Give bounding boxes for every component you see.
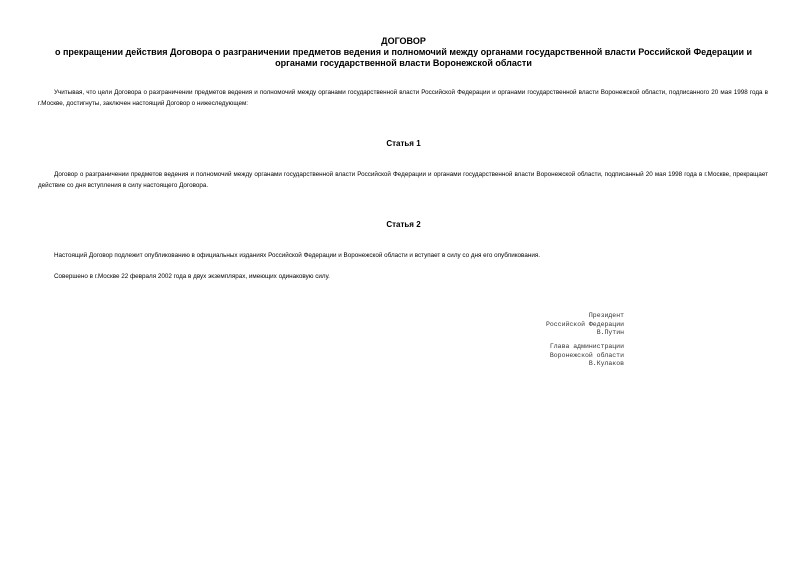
subtitle-line-1: о прекращении действия Договора о разграничении предметов ведения и полномочий между органами государственной власти Российской Федерации и [54, 47, 753, 57]
signature-governor [500, 343, 624, 369]
closing-paragraph: Совершено в г.Москве 22 февраля 2002 года в двух экземплярах, имеющих одинаковую силу. [54, 273, 330, 280]
article-2-heading: Статья 2 [386, 220, 421, 229]
signature-governor-region: Воронежской области [549, 351, 624, 359]
article-1-text: Договор о разграничении предметов ведения и полномочий между органами государственной власти Российской Федерации и органами государственной власти Воронежской области, подписанный 20 мая 1998 года в г.Москве, прекращает действие со дня вступления в силу настоящего Договора. [38, 171, 768, 189]
signature-governor-title: Глава администрации [549, 343, 624, 350]
signature-president-title: Президент [588, 312, 624, 319]
signature-governor-name: В.Кулаков [588, 360, 624, 367]
article-2-text: Настоящий Договор подлежит опубликованию в официальных изданиях Российской Федерации и Воронежской области и вступает в силу со дня его опубликования. [54, 252, 540, 259]
document-subtitle [0, 47, 807, 69]
article-1-heading: Статья 1 [386, 139, 421, 148]
signature-president-country: Российской Федерации [545, 320, 624, 328]
signature-president [500, 312, 624, 338]
document-title: ДОГОВОР [381, 36, 426, 46]
subtitle-line-2: органами государственной власти Воронежской области [275, 58, 532, 68]
preamble-paragraph: Учитывая, что цели Договора о разграничении предметов ведения и полномочий между органами государственной власти Российской Федерации и органами государственной власти Воронежской области, подписанного 20 мая 1998 года в г.Москве, достигнуты, заключен настоящий Договор о нижеследующем: [38, 89, 768, 107]
signature-president-name: В.Путин [596, 329, 624, 336]
